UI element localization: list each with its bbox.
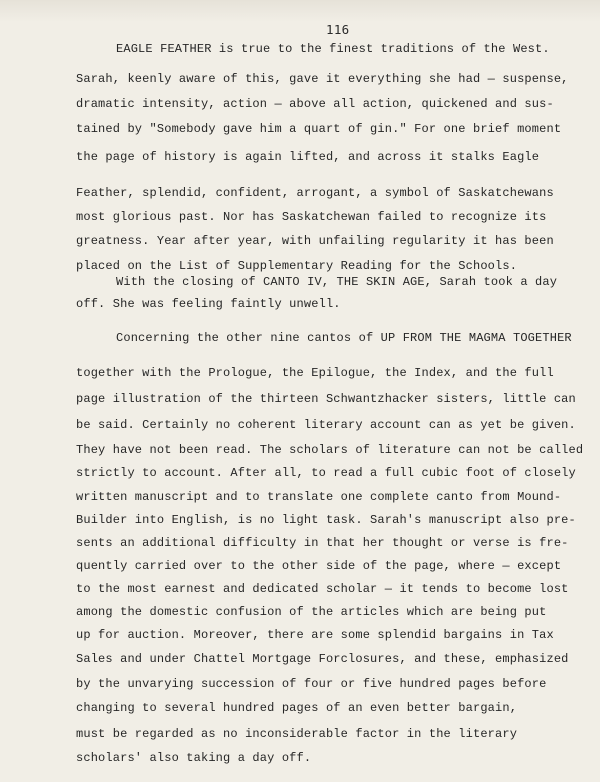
text-line: off. She was feeling faintly unwell. <box>76 297 341 311</box>
text-line: placed on the List of Supplementary Reading for the Schools. <box>76 259 518 273</box>
text-line: Feather, splendid, confident, arrogant, a symbol of Saskatchewans <box>76 186 554 200</box>
text-line: dramatic intensity, action — above all action, quickened and sus- <box>76 97 554 111</box>
text-line: Sales and under Chattel Mortgage Forclosures, and these, emphasized <box>76 652 569 666</box>
text-line: by the unvarying succession of four or five hundred pages before <box>76 677 547 691</box>
text-line: must be regarded as no inconsiderable factor in the literary <box>76 727 518 741</box>
text-line: written manuscript and to translate one complete canto from Mound- <box>76 490 562 504</box>
text-line: They have not been read. The scholars of literature can not be called <box>76 443 584 457</box>
text-line: the page of history is again lifted, and across it stalks Eagle <box>76 150 540 164</box>
text-line: among the domestic confusion of the articles which are being put <box>76 605 547 619</box>
text-line: page illustration of the thirteen Schwantzhacker sisters, little can <box>76 392 576 406</box>
text-line: With the closing of CANTO IV, THE SKIN AGE, Sarah took a day <box>116 275 558 289</box>
text-line: to the most earnest and dedicated scholar — it tends to become lost <box>76 582 569 596</box>
text-line: strictly to account. After all, to read a full cubic foot of closely <box>76 466 576 480</box>
page-number: 116 <box>326 22 350 37</box>
text-line: Concerning the other nine cantos of UP FROM THE MAGMA TOGETHER <box>116 331 572 345</box>
text-line: be said. Certainly no coherent literary account can as yet be given. <box>76 418 576 432</box>
text-line: up for auction. Moreover, there are some splendid bargains in Tax <box>76 628 554 642</box>
text-line: tained by "Somebody gave him a quart of gin." For one brief moment <box>76 122 562 136</box>
text-line: together with the Prologue, the Epilogue, the Index, and the full <box>76 366 554 380</box>
text-line: most glorious past. Nor has Saskatchewan failed to recognize its <box>76 210 547 224</box>
text-line: Sarah, keenly aware of this, gave it everything she had — suspense, <box>76 72 569 86</box>
text-line: changing to several hundred pages of an even better bargain, <box>76 701 518 715</box>
text-line: quently carried over to the other side of the page, where — except <box>76 559 562 573</box>
text-line: EAGLE FEATHER is true to the finest traditions of the West. <box>116 42 550 56</box>
text-line: scholars' also taking a day off. <box>76 751 312 765</box>
text-line: Builder into English, is no light task. Sarah's manuscript also pre- <box>76 513 576 527</box>
text-line: sents an additional difficulty in that her thought or verse is fre- <box>76 536 569 550</box>
text-line: greatness. Year after year, with unfailing regularity it has been <box>76 234 554 248</box>
